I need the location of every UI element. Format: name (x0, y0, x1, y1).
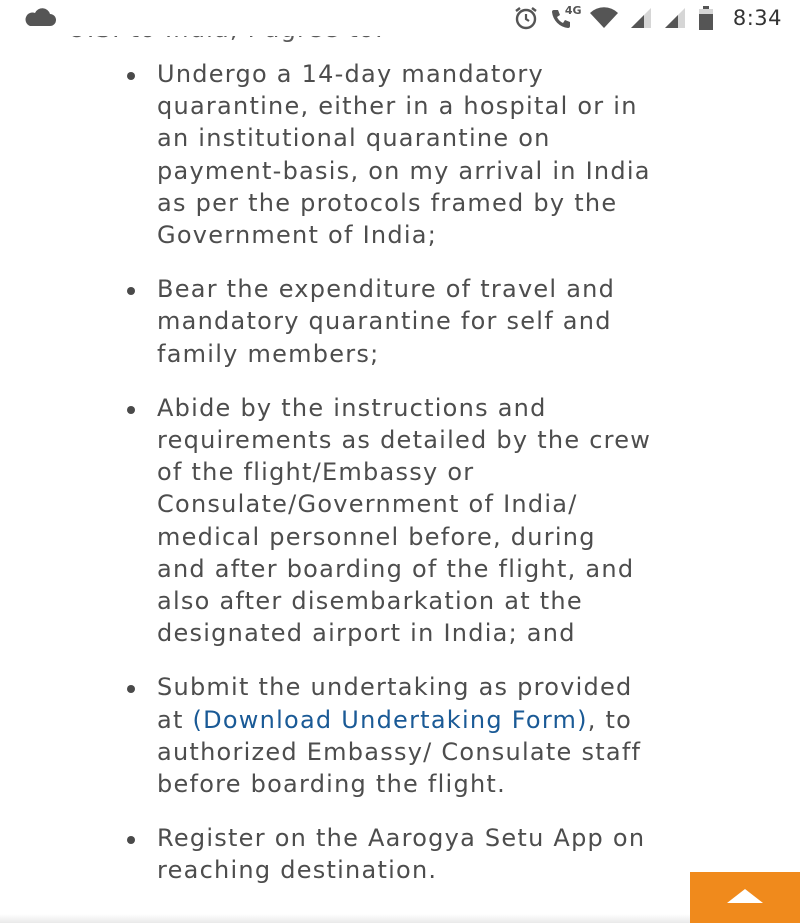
line-text: at (157, 705, 193, 734)
wifi-icon (589, 6, 619, 30)
cloud-icon (22, 8, 58, 28)
status-icons (513, 4, 782, 32)
bullet-icon (127, 287, 135, 295)
list-item-line: before boarding the flight. (157, 770, 506, 799)
network-label: 4G (564, 4, 582, 17)
list-item-line: Submit the undertaking as provided (157, 673, 633, 702)
bullet-icon (127, 406, 135, 414)
signal-icon-2 (663, 6, 687, 30)
bullet-icon (127, 836, 135, 844)
line-text: , to (587, 705, 633, 734)
download-undertaking-form-link[interactable]: (Download Undertaking Form) (192, 705, 588, 734)
signal-icon (629, 6, 653, 30)
list-item-line: Government of India; (157, 221, 438, 250)
arrow-up-icon (726, 888, 764, 904)
list-item-line: and after boarding of the flight, and (157, 554, 635, 583)
list-item-line: also after disembarkation at the (157, 587, 583, 616)
list-item-line: as per the protocols framed by the (157, 188, 618, 217)
list-item-line: Undergo a 14-day mandatory (157, 60, 544, 88)
bottom-shade (0, 914, 690, 923)
list-item (0, 671, 800, 800)
list-item-line: mandatory quarantine for self and (157, 307, 612, 336)
bullet-icon (127, 685, 135, 693)
list-item-line: family members; (157, 339, 380, 368)
alarm-icon (513, 5, 539, 31)
list-item-line: authorized Embassy/ Consulate staff (157, 737, 642, 766)
status-bar (0, 0, 800, 36)
list-item-line: Bear the expenditure of travel and (157, 275, 616, 304)
list-item (0, 273, 800, 370)
list-item-line: of the flight/Embassy or (157, 458, 475, 487)
back-to-top-button[interactable] (690, 872, 800, 923)
list-item-line: Consulate/Government of India/ (157, 490, 578, 519)
list-item-line: payment-basis, on my arrival in India (157, 156, 651, 185)
list-item (0, 822, 800, 886)
status-time: 8:34 (732, 6, 782, 30)
battery-icon (697, 5, 715, 31)
requirements-list (0, 58, 800, 887)
list-item-line (157, 704, 760, 736)
bullet-icon (127, 72, 135, 80)
list-item-line: quarantine, either in a hospital or in (157, 92, 638, 121)
list-item-line: an institutional quarantine on (157, 124, 551, 153)
list-item-line: designated airport in India; and (157, 619, 576, 648)
list-item-line: reaching destination. (157, 856, 438, 885)
main-content (0, 58, 800, 909)
list-item (0, 58, 800, 251)
list-item-line: requirements as detailed by the crew (157, 426, 652, 455)
list-item-line: Abide by the instructions and (157, 393, 547, 422)
list-item (0, 392, 800, 650)
list-item-line: medical personnel before, during (157, 522, 596, 551)
wifi-call-icon (549, 4, 582, 31)
list-item-line: Register on the Aarogya Setu App on (157, 824, 646, 853)
